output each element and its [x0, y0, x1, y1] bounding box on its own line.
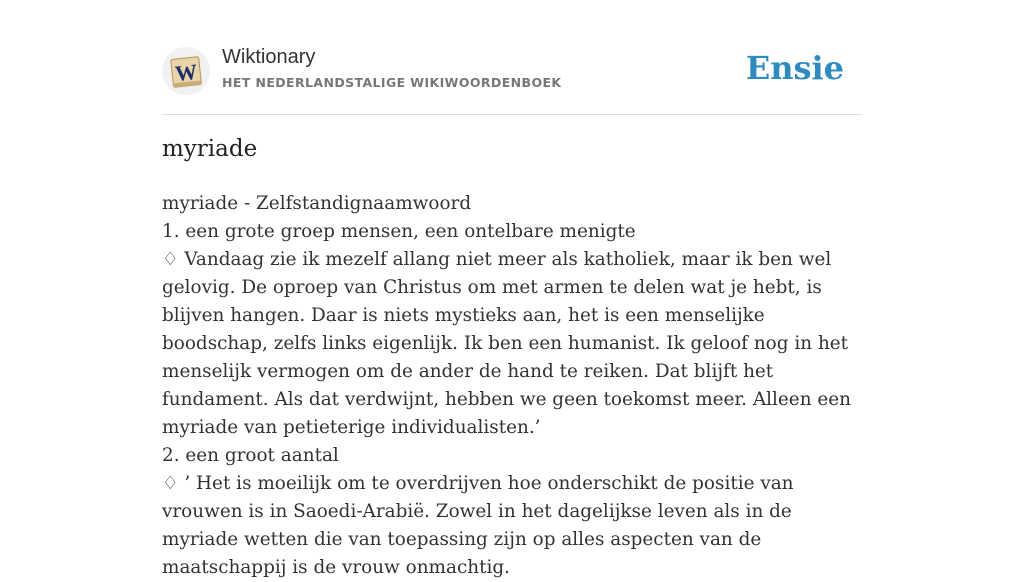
- logo-letter: W: [173, 58, 199, 87]
- entry-body: [162, 190, 862, 582]
- word-type-line: myriade - Zelfstandignaamwoord: [162, 193, 472, 214]
- entry-headword: myriade: [162, 136, 258, 162]
- sense-2-example: ♢ ’ Het is moeilijk om te overdrijven hoe onderschikt de positie van vrouwen is in Saoedi-Arabië. Zowel in het dagelijkse leven als in de myriade wetten die van toepassing zijn op alles aspecten van de maatschappij is de vrouw onmachtig.: [162, 473, 794, 578]
- sense-1-definition: 1. een grote groep mensen, een ontelbare menigte: [162, 221, 636, 242]
- site-subtitle: HET NEDERLANDSTALIGE WIKIWOORDENBOEK: [222, 75, 562, 90]
- ensie-brand-logo[interactable]: Ensie: [745, 49, 844, 87]
- site-header: [162, 44, 862, 115]
- site-title[interactable]: Wiktionary: [222, 46, 316, 68]
- sense-2-definition: 2. een groot aantal: [162, 445, 339, 466]
- wiktionary-logo-icon[interactable]: [162, 47, 210, 95]
- sense-1-example: ♢ Vandaag zie ik mezelf allang niet meer als katholiek, maar ik ben wel gelovig. De oproep van Christus om met armen te delen wat je hebt, is blijven hangen. Daar is niets mystieks aan, het is een menselijke boodschap, zelfs links eigenlijk. Ik ben een humanist. Ik geloof nog in het menselijk vermogen om de ander de hand te reiken. Dat blijft het fundament. Als dat verdwijnt, hebben we geen toekomst meer. Alleen een myriade van petieterige individualisten.’: [162, 249, 851, 438]
